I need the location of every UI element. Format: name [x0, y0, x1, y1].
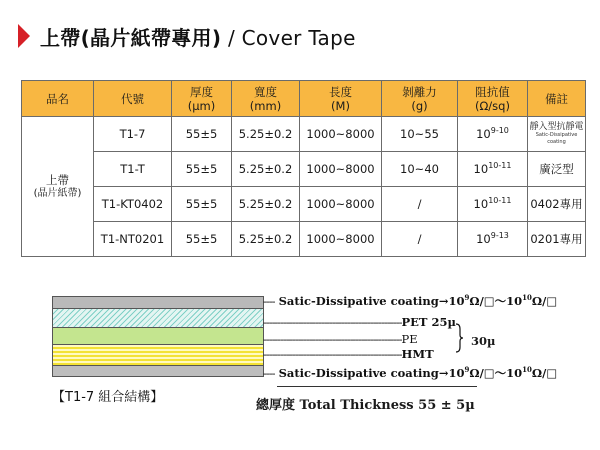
col-header-code: 代號 — [94, 81, 172, 117]
table-row — [22, 222, 586, 257]
col-header-name: 品名 — [22, 81, 94, 117]
table-row — [22, 117, 586, 152]
col-header-length: 長度 (M) — [300, 81, 382, 117]
label-hmt: ------------------------------------------------HMT — [263, 347, 434, 361]
label-top-coating: ---- Satic-Dissipative $coating\to 10^9\Omega/□\sim 10^{10}\Omega/□$ — [263, 293, 558, 308]
product-subname: (晶片紙帶) — [33, 188, 82, 199]
remark-cell: 廣泛型 — [528, 152, 586, 187]
page-title-main: 上帶(晶片紙帶專用) — [40, 25, 222, 50]
layer-pet — [53, 309, 263, 328]
page-title-sub: / Cover Tape — [221, 25, 356, 50]
spec-table — [21, 80, 586, 257]
length-cell: 1000~8000 — [300, 187, 382, 222]
code-cell: T1-NT0201 — [94, 222, 172, 257]
peel-cell: / — [382, 187, 458, 222]
length-cell: 1000~8000 — [300, 222, 382, 257]
structure-caption: 【T1-7 組合結構】 — [52, 390, 164, 405]
header-row — [22, 81, 586, 117]
total-thickness: 總厚度 Total Thickness 55 ± 5µ — [256, 398, 475, 413]
code-cell: T1-T — [94, 152, 172, 187]
length-cell: 1000~8000 — [300, 117, 382, 152]
remark-cell: 0201專用 — [528, 222, 586, 257]
total-divider — [277, 386, 477, 387]
thickness-cell: 55±5 — [172, 152, 232, 187]
red-arrow-icon — [18, 24, 30, 48]
col-header-remark: 備註 — [528, 81, 586, 117]
col-header-peel: 剝離力 (g) — [382, 81, 458, 117]
layer-stack-diagram — [52, 296, 264, 377]
page-title — [40, 22, 356, 51]
width-cell: 5.25±0.2 — [232, 152, 300, 187]
code-cell: T1-7 — [94, 117, 172, 152]
peel-cell: / — [382, 222, 458, 257]
label-pet: ------------------------------------------------PET 25µ — [263, 315, 456, 329]
resistance-cell: 10$^{10-11}$ — [458, 152, 528, 187]
width-cell: 5.25±0.2 — [232, 187, 300, 222]
resistance-cell: 10$^{9-10}$ — [458, 117, 528, 152]
table-row — [22, 152, 586, 187]
label-bottom-coating: ---- Satic-Dissipative $coating\to 10^9\Omega/□\sim 10^{10}\Omega/□$ — [263, 365, 558, 380]
col-header-width: 寬度 (mm) — [232, 81, 300, 117]
resistance-cell: 10$^{9-13}$ — [458, 222, 528, 257]
product-name: 上帶 — [46, 173, 69, 187]
thickness-cell: 55±5 — [172, 222, 232, 257]
peel-cell: 10~55 — [382, 117, 458, 152]
thickness-cell: 55±5 — [172, 187, 232, 222]
peel-cell: 10~40 — [382, 152, 458, 187]
length-cell: 1000~8000 — [300, 152, 382, 187]
resistance-cell: 10$^{10-11}$ — [458, 187, 528, 222]
layer-hmt — [53, 345, 263, 366]
width-cell: 5.25±0.2 — [232, 222, 300, 257]
brace-icon — [455, 323, 464, 353]
product-name-cell — [22, 117, 94, 257]
col-header-thickness: 厚度 (µm) — [172, 81, 232, 117]
layer-bottom-coating — [53, 366, 263, 376]
layer-pe — [53, 328, 263, 345]
table-row — [22, 187, 586, 222]
code-cell: T1-KT0402 — [94, 187, 172, 222]
width-cell: 5.25±0.2 — [232, 117, 300, 152]
page-header — [18, 22, 356, 50]
layer-top-coating — [53, 297, 263, 309]
remark-cell: 0402專用 — [528, 187, 586, 222]
label-pe: ------------------------------------------------PE — [263, 332, 418, 346]
remark-cell: 靜入型抗靜電 Satic-Dissipative coating — [528, 117, 586, 152]
pe-hmt-thickness: 30µ — [471, 334, 496, 348]
col-header-resistance: 阻抗值 (Ω/sq) — [458, 81, 528, 117]
thickness-cell: 55±5 — [172, 117, 232, 152]
